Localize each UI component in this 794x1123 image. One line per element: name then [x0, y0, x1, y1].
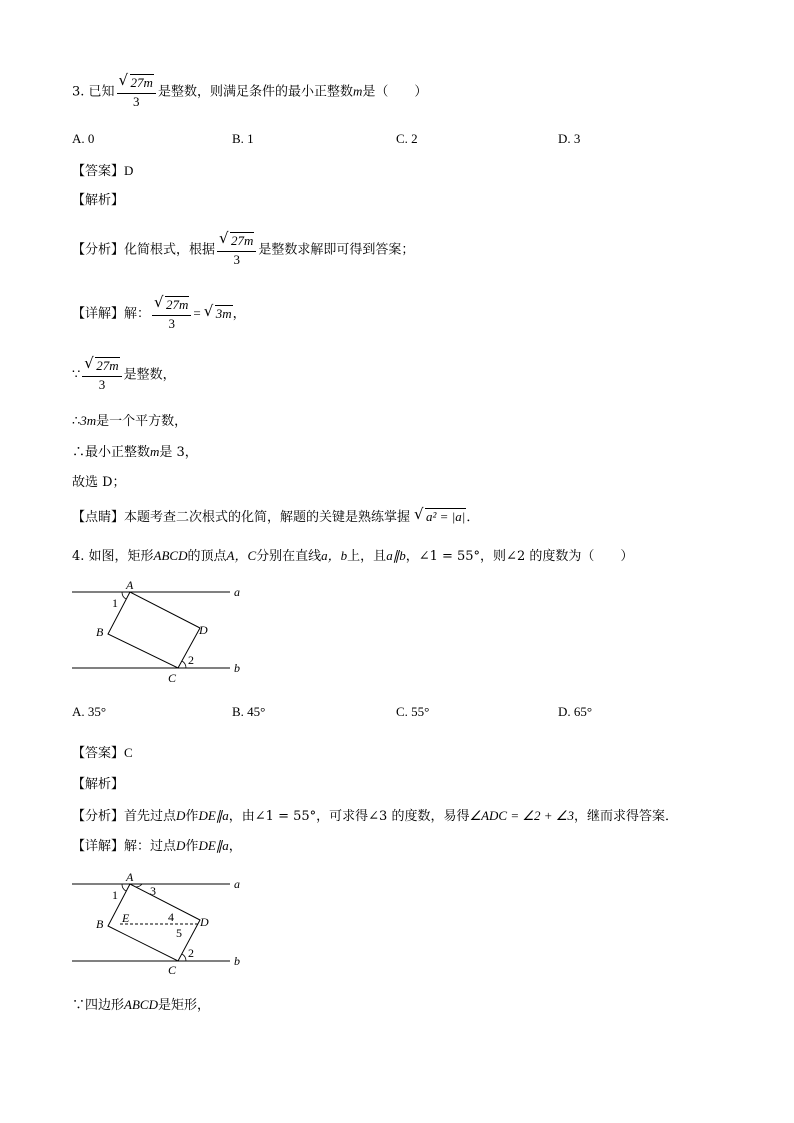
label-B: B [96, 917, 104, 931]
label-C: C [168, 671, 177, 685]
q3-option-d: D. 3 [558, 131, 581, 146]
label-angle-4: 4 [168, 910, 174, 924]
q3-stem-fraction: √ 27m 3 [117, 74, 156, 110]
q3-option-b: B. 1 [232, 131, 254, 146]
q3-number: 3. 已知 [72, 84, 115, 100]
label-E: E [122, 911, 130, 925]
q3-analysis-heading: 【解析】 [72, 193, 125, 208]
label-angle-2: 2 [188, 653, 194, 667]
q4-figure-1 [60, 578, 260, 688]
q3-option-c: C. 2 [396, 131, 418, 146]
label-angle-1: 1 [112, 596, 118, 610]
label-line-a: a [234, 877, 240, 891]
q4-stem: 4. 如图，矩形ABCD的顶点A，C分别在直线a，b上，且a∥b，∠1 = 55°，则∠2 的度数为（ ） [72, 548, 634, 564]
label-angle-1: 1 [112, 888, 118, 902]
label-C: C [168, 963, 177, 977]
q4-analysis-heading: 【解析】 [72, 777, 125, 792]
q3-option-a: A. 0 [72, 131, 95, 146]
label-D: D [199, 623, 208, 637]
q3-choose: 故选 D； [72, 475, 126, 490]
q4-option-d: D. 65° [558, 704, 593, 719]
q4-fenxi: 【分析】首先过点D作DE∥a，由∠1 = 55°，可求得∠3 的度数，易得∠ADC = ∠2 + ∠3，继而求得答案． [72, 808, 678, 824]
q4-detail: 【详解】解：过点D作DE∥a， [72, 838, 242, 854]
label-line-b: b [234, 661, 240, 675]
q3-stem: 3. 已知 √ 27m 3 是整数，则满足条件的最小正整数m是（ ） [72, 71, 428, 109]
q4-option-b: B. 45° [232, 704, 266, 719]
label-B: B [96, 625, 104, 639]
q4-last-line: ∵四边形ABCD是矩形， [72, 997, 210, 1013]
label-A: A [126, 578, 134, 592]
q4-option-c: C. 55° [396, 704, 430, 719]
q4-option-a: A. 35° [72, 704, 107, 719]
q4-answer: 【答案】C [72, 745, 133, 761]
label-angle-5: 5 [176, 926, 182, 940]
q3-step2: ∴最小正整数m是 3， [72, 444, 198, 460]
label-line-a: a [234, 585, 240, 599]
q3-comment: 【点睛】本题考查二次根式的化简，解题的关键是熟练掌握 √ a² = |a|． [72, 505, 480, 525]
label-angle-2: 2 [188, 946, 194, 960]
rectangle-abcd [108, 592, 200, 668]
label-A: A [126, 870, 134, 884]
label-D: D [200, 915, 209, 929]
q4-figure-2 [60, 868, 260, 980]
q3-detail: 【详解】解： √ 27m 3 = √ 3m， [72, 293, 246, 331]
q3-fenxi: 【分析】化简根式，根据 √ 27m 3 是整数求解即可得到答案； [72, 229, 415, 267]
label-angle-3: 3 [150, 884, 156, 898]
label-line-b: b [234, 954, 240, 968]
q3-answer: 【答案】D [72, 163, 134, 179]
q3-step1: ∴3m是一个平方数， [72, 413, 188, 429]
q3-because: ∵ √ 27m 3 是整数， [72, 354, 176, 392]
